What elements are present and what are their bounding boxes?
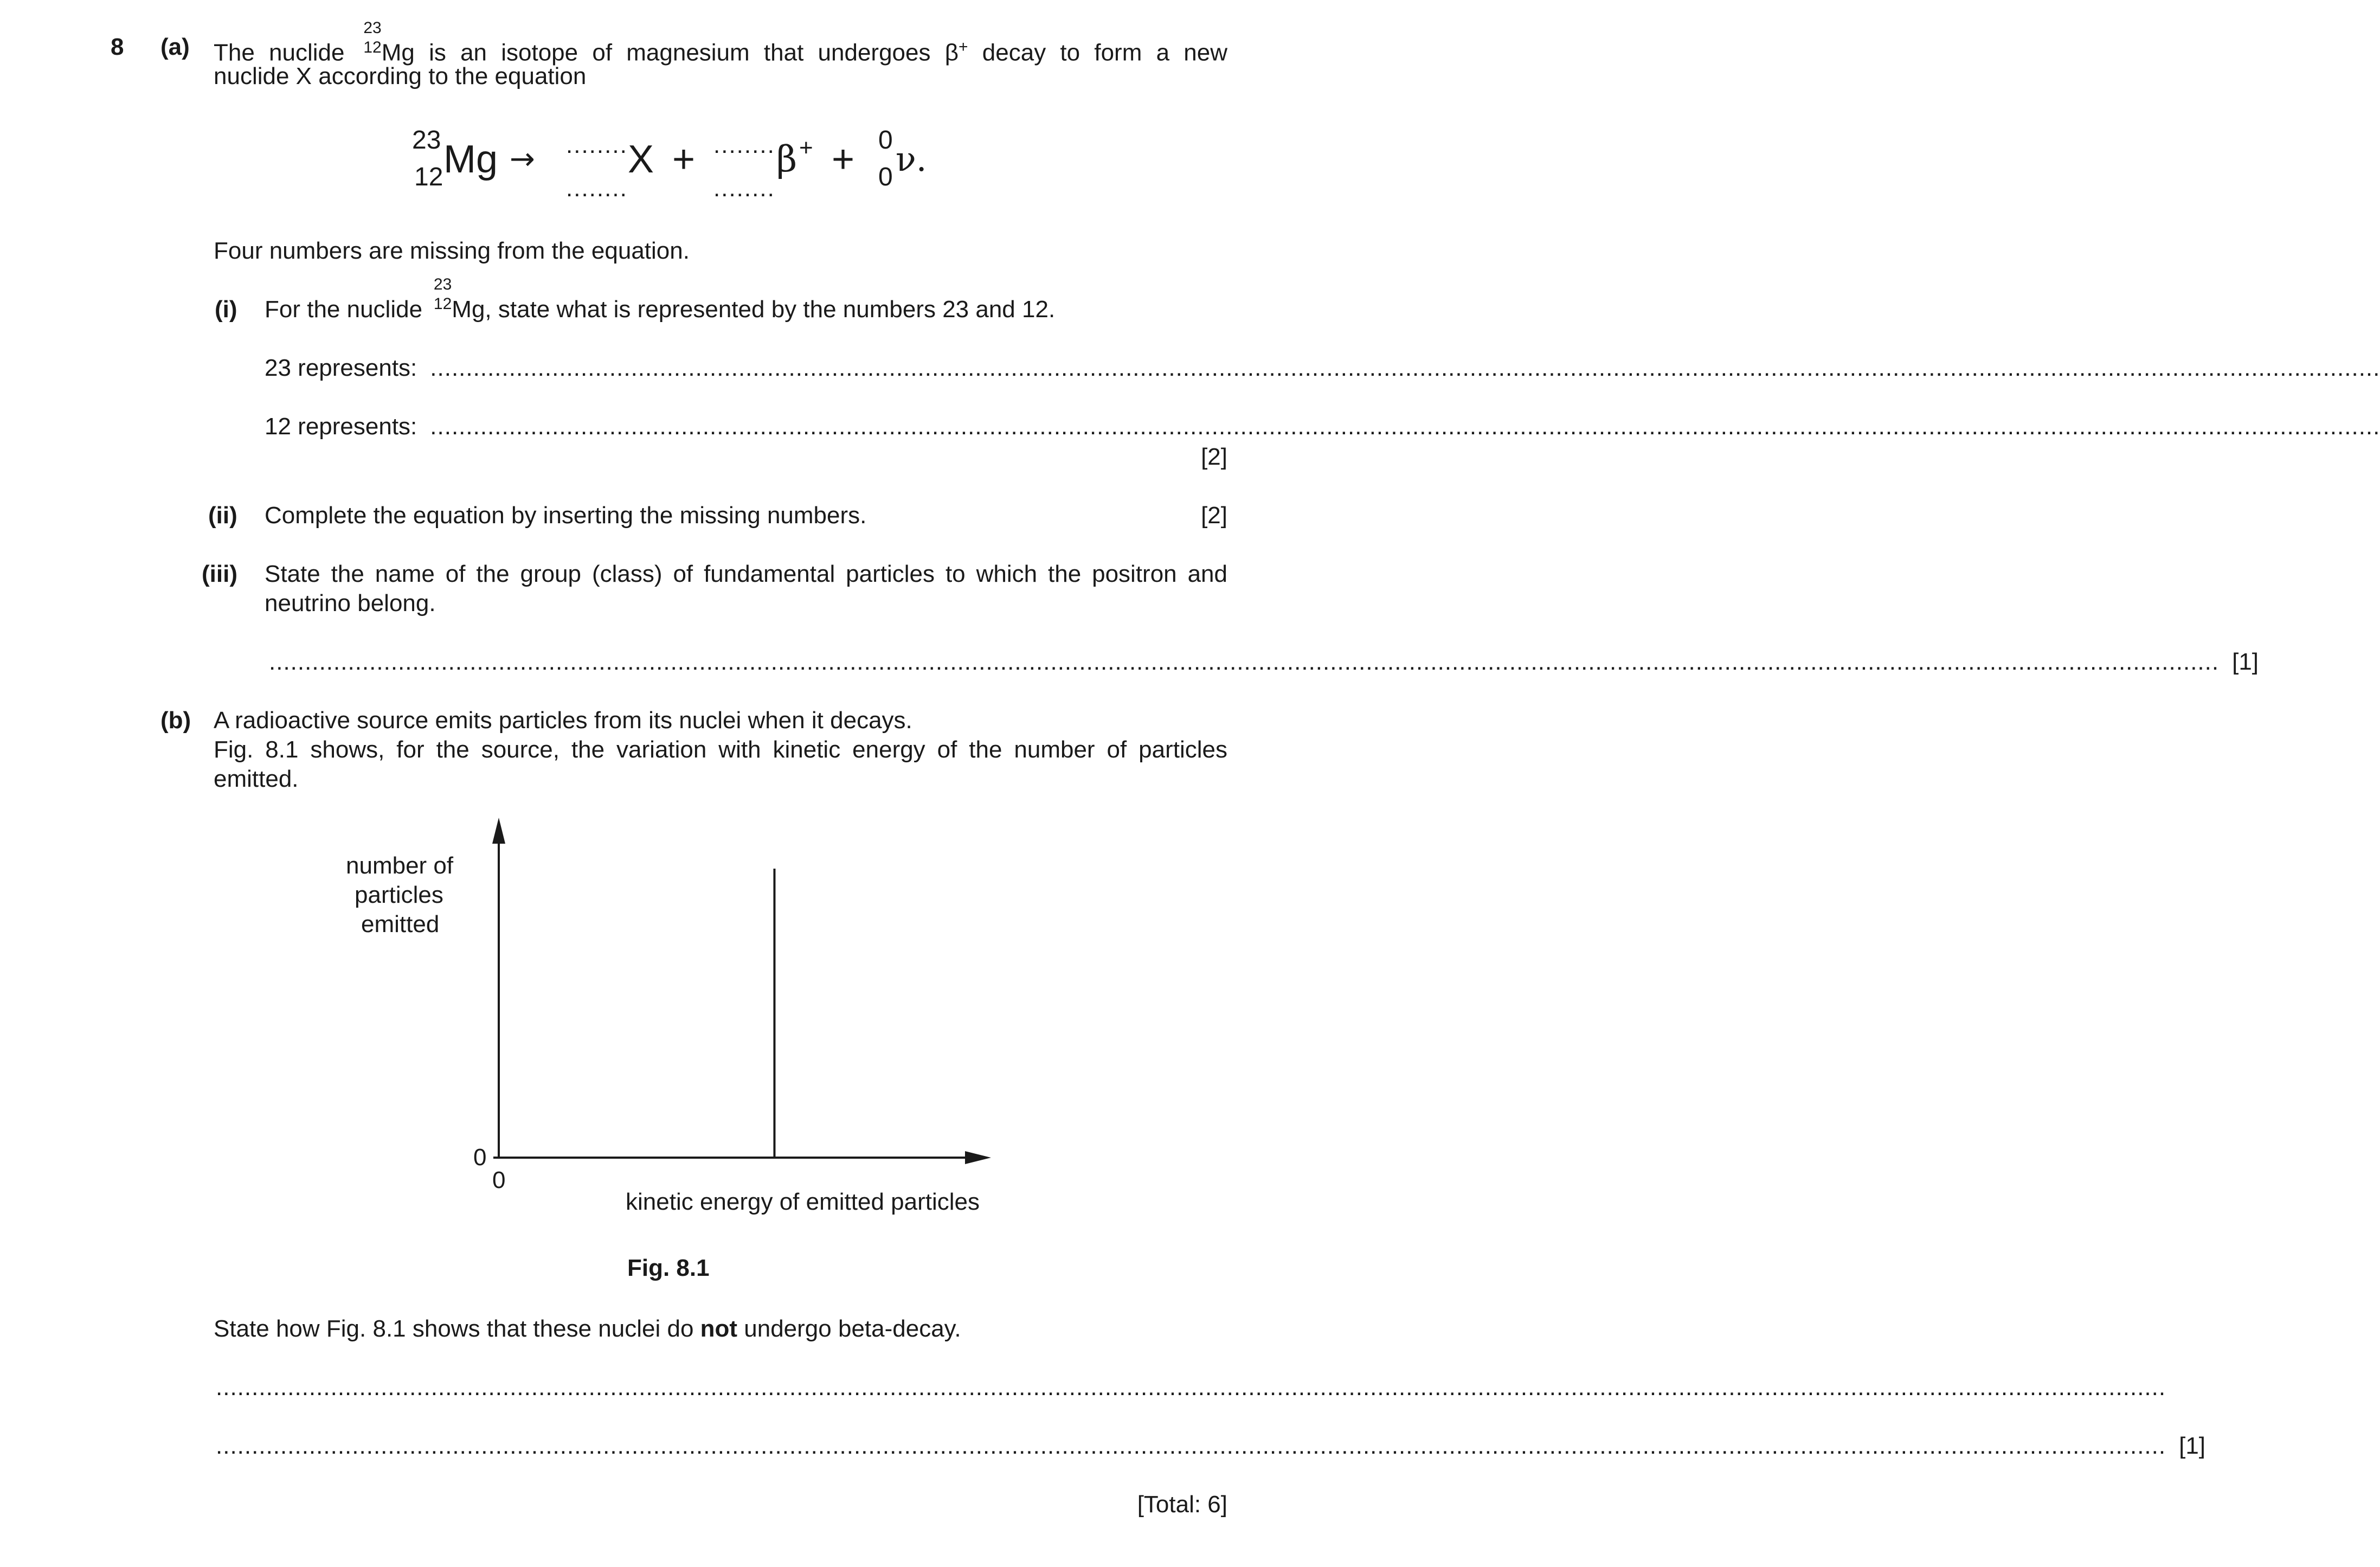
eq-mg-mass: 23: [412, 126, 441, 155]
intro-tail: decay to form a new: [982, 39, 1227, 66]
answer-line-b1-dots[interactable]: ................................................................................................................................................................................................................................................................................: [216, 1374, 2166, 1401]
sub-ii-text: Complete the equation by inserting the missing numbers.: [265, 502, 867, 529]
sub-i-marks: [2]: [1201, 444, 1227, 470]
sub-iii-text-line1: State the name of the group (class) of fundamental particles to which the positron and: [265, 561, 1227, 587]
y-axis-arrowhead: [492, 818, 505, 844]
sub-i-label: (i): [215, 296, 237, 323]
answer-line-23-label: 23 represents:: [265, 355, 417, 381]
sub-i-text-pre: For the nuclide: [265, 296, 423, 323]
y-axis-label-line1: number of: [346, 852, 454, 879]
part-b-prompt: [214, 1314, 961, 1344]
eq-beta-symbol: β: [776, 138, 797, 180]
answer-line-b1[interactable]: [216, 1373, 2166, 1402]
prompt-post: undergo beta-decay.: [737, 1315, 961, 1342]
intro-pre: The nuclide: [214, 39, 345, 66]
mg-mass-number: 23: [363, 18, 382, 37]
prompt-bold: not: [700, 1315, 738, 1342]
sub-i-atomic: 12: [433, 295, 452, 313]
eq-mg-symbol: Mg: [443, 138, 498, 181]
sub-ii-label: (ii): [208, 502, 237, 529]
eq-nu-atomic: 0: [878, 163, 893, 191]
part-b-label: (b): [160, 707, 191, 734]
prompt-pre: State how Fig. 8.1 shows that these nuclei do: [214, 1315, 700, 1342]
missing-note: Four numbers are missing from the equation.: [214, 237, 690, 264]
intro-post: Mg is an isotope of magnesium that undergoes β: [381, 39, 959, 66]
sub-i-mass: 23: [433, 275, 452, 293]
figure-caption: Fig. 8.1: [627, 1255, 710, 1281]
answer-line-12-dots[interactable]: ................................................................................................................................................................................................................................................................................: [430, 413, 2380, 440]
eq-plus-2: +: [832, 138, 855, 181]
answer-line-b2-dots[interactable]: ................................................................................................................................................................................................................................................................................: [216, 1433, 2166, 1459]
eq-beta-atomic-blank[interactable]: ........: [713, 175, 775, 202]
y-origin-label: 0: [473, 1144, 487, 1171]
y-axis-label-line2: particles: [355, 882, 443, 908]
eq-x-symbol: X: [628, 138, 654, 181]
chart-plot-area: [492, 818, 991, 1164]
mg-atomic-number: 12: [363, 38, 382, 56]
eq-mg-atomic: 12: [414, 163, 443, 191]
sub-iii-text-line2: neutrino belong.: [265, 590, 436, 616]
eq-beta-mass-blank[interactable]: ........: [713, 132, 775, 158]
sub-iii-marks: [1]: [2232, 648, 2259, 675]
eq-nu-mass: 0: [878, 126, 893, 155]
part-b-line1: A radioactive source emits particles from its nuclei when it decays.: [214, 707, 912, 734]
eq-x-atomic-blank[interactable]: ........: [566, 175, 628, 202]
total-marks: [Total: 6]: [1137, 1491, 1227, 1518]
part-a-intro-line2: nuclide X according to the equation: [214, 63, 587, 89]
question-number: 8: [111, 34, 124, 60]
x-axis-arrowhead: [965, 1151, 991, 1164]
answer-line-23-dots[interactable]: ................................................................................................................................................................................................................................................................................: [430, 355, 2380, 381]
part-b-line3: emitted.: [214, 766, 299, 792]
sub-iii-label: (iii): [202, 561, 237, 587]
answer-line-iii-dots[interactable]: ................................................................................................................................................................................................................................................................................: [269, 648, 2220, 675]
eq-nu-symbol: ν.: [896, 139, 927, 179]
y-axis-label-line3: emitted: [361, 911, 440, 937]
intro-sup: +: [959, 38, 968, 56]
sub-i-text-post: Mg, state what is represented by the numbers 23 and 12.: [452, 296, 1056, 323]
x-origin-label: 0: [492, 1167, 506, 1193]
eq-x-mass-blank[interactable]: ........: [566, 132, 628, 158]
eq-beta-sup: +: [799, 134, 813, 161]
part-b-marks: [1]: [2179, 1433, 2206, 1459]
part-a-label: (a): [160, 34, 190, 60]
eq-plus-1: +: [672, 138, 696, 181]
eq-arrow: →: [510, 142, 535, 177]
sub-ii-marks: [2]: [1201, 502, 1227, 529]
x-axis-label: kinetic energy of emitted particles: [626, 1189, 980, 1215]
answer-line-12-label: 12 represents:: [265, 413, 417, 440]
part-b-line2: Fig. 8.1 shows, for the source, the variation with kinetic energy of the number of particles: [214, 736, 1227, 763]
answer-line-b2[interactable]: [216, 1431, 2206, 1461]
